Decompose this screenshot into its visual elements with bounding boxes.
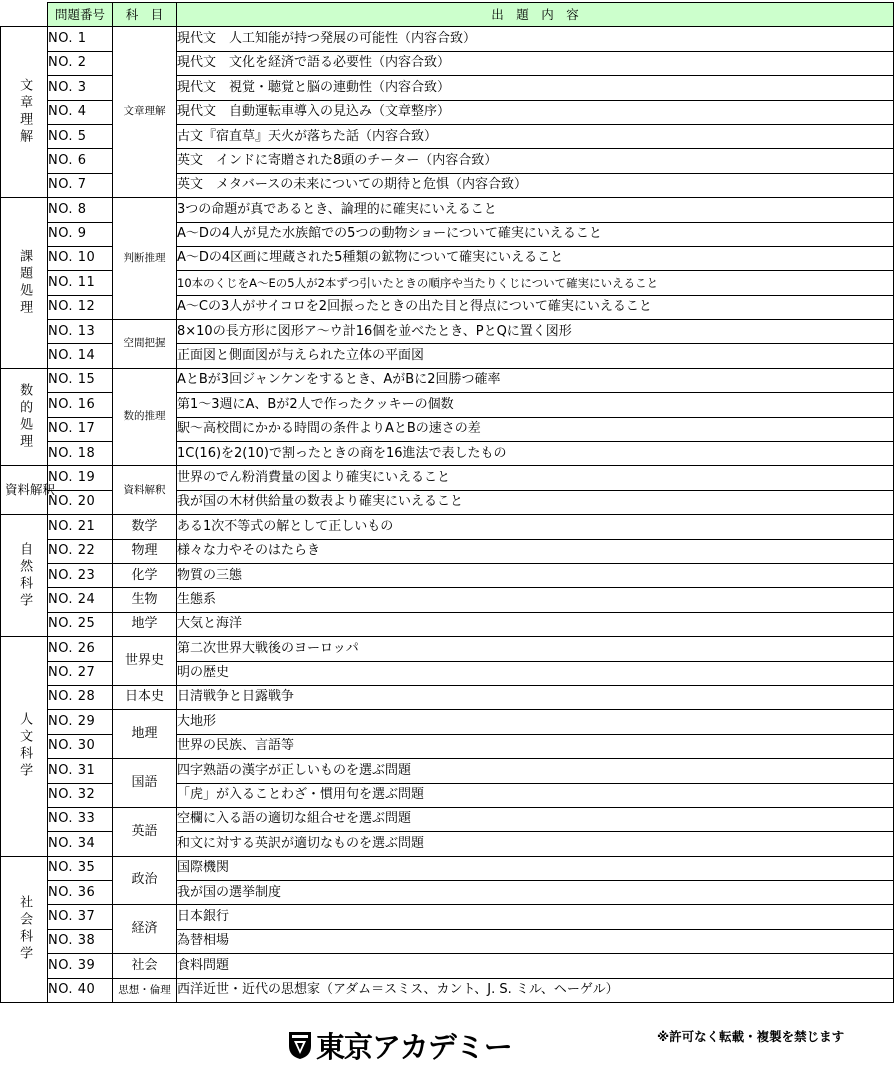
question-content: A～Dの4区画に埋蔵された5種類の鉱物について確実にいえること <box>177 246 894 270</box>
subject-cell: 日本史 <box>113 685 177 709</box>
question-content: 現代文 視覚・聴覚と脳の連動性（内容合致） <box>177 76 894 100</box>
table-row <box>1 807 894 831</box>
question-content: 大気と海洋 <box>177 612 894 636</box>
table-row <box>1 710 894 734</box>
question-number: NO. 24 <box>48 588 113 612</box>
question-number: NO. 15 <box>48 368 113 392</box>
question-number: NO. 33 <box>48 807 113 831</box>
subject-cell: 英語 <box>113 807 177 856</box>
question-content: 国際機関 <box>177 856 894 880</box>
question-number: NO. 6 <box>48 149 113 173</box>
question-number: NO. 13 <box>48 320 113 344</box>
question-content: 空欄に入る語の適切な組合せを選ぶ問題 <box>177 807 894 831</box>
question-number: NO. 8 <box>48 198 113 222</box>
table-row <box>1 954 894 978</box>
table-row <box>1 198 894 222</box>
subject-cell: 政治 <box>113 856 177 905</box>
question-number: NO. 29 <box>48 710 113 734</box>
question-content: 和文に対する英訳が適切なものを選ぶ問題 <box>177 832 894 856</box>
subject-cell: 判断推理 <box>113 198 177 320</box>
question-content: 食料問題 <box>177 954 894 978</box>
question-content: A～Cの3人がサイコロを2回振ったときの出た目と得点について確実にいえること <box>177 295 894 319</box>
question-content: 古文『宿直草』天火が落ちた話（内容合致） <box>177 124 894 148</box>
subject-cell: 生物 <box>113 588 177 612</box>
subject-cell: 経済 <box>113 905 177 954</box>
question-content: 西洋近世・近代の思想家（アダム＝スミス、カント、J. S. ミル、ヘーゲル） <box>177 978 894 1002</box>
question-number: NO. 14 <box>48 344 113 368</box>
question-content: 現代文 自動運転車導入の見込み（文章整序） <box>177 100 894 124</box>
subject-cell: 世界史 <box>113 637 177 686</box>
question-content: 世界のでん粉消費量の図より確実にいえること <box>177 466 894 490</box>
question-content: 8×10の長方形に図形ア～ウ計16個を並べたとき、PとQに置く図形 <box>177 320 894 344</box>
category-cell: 課題処理 <box>1 198 48 369</box>
question-number: NO. 9 <box>48 222 113 246</box>
header-content: 出 題 内 容 <box>177 3 894 27</box>
question-number: NO. 31 <box>48 759 113 783</box>
category-cell: 人文科学 <box>1 637 48 857</box>
question-number: NO. 21 <box>48 515 113 539</box>
question-number: NO. 36 <box>48 881 113 905</box>
question-content: 第1～3週にA、Bが2人で作ったクッキーの個数 <box>177 393 894 417</box>
table-row <box>1 685 894 709</box>
question-content: 10本のくじをA～Eの5人が2本ずつ引いたときの順序や当たりくじについて確実にいえること <box>177 271 894 295</box>
copyright-notice: ※許可なく転載・複製を禁じます <box>657 1029 845 1044</box>
question-content: 明の歴史 <box>177 661 894 685</box>
table-row <box>1 759 894 783</box>
question-number: NO. 26 <box>48 637 113 661</box>
question-content: 第二次世界大戦後のヨーロッパ <box>177 637 894 661</box>
question-content: 世界の民族、言語等 <box>177 734 894 758</box>
question-content: A～Dの4人が見た水族館での5つの動物ショーについて確実にいえること <box>177 222 894 246</box>
category-cell: 文章理解 <box>1 27 48 198</box>
category-cell: 資料解釈 <box>1 466 48 515</box>
category-cell: 数的処理 <box>1 368 48 466</box>
question-number: NO. 4 <box>48 100 113 124</box>
question-number: NO. 5 <box>48 124 113 148</box>
subject-cell: 地学 <box>113 612 177 636</box>
table-row <box>1 515 894 539</box>
question-content: 駅～高校間にかかる時間の条件よりAとBの速さの差 <box>177 417 894 441</box>
table-row <box>1 905 894 929</box>
question-content: 生態系 <box>177 588 894 612</box>
question-content: 為替相場 <box>177 929 894 953</box>
question-number: NO. 11 <box>48 271 113 295</box>
table-row <box>1 539 894 563</box>
question-number: NO. 19 <box>48 466 113 490</box>
subject-cell: 資料解釈 <box>113 466 177 515</box>
table-row <box>1 856 894 880</box>
question-content: AとBが3回ジャンケンをするとき、AがBに2回勝つ確率 <box>177 368 894 392</box>
subject-cell: 国語 <box>113 759 177 808</box>
question-number: NO. 25 <box>48 612 113 636</box>
question-number: NO. 20 <box>48 490 113 514</box>
question-content: 現代文 文化を経済で語る必要性（内容合致） <box>177 51 894 75</box>
question-content: 英文 メタバースの未来についての期待と危惧（内容合致） <box>177 173 894 197</box>
header-subject: 科 目 <box>113 3 177 27</box>
table-row <box>1 466 894 490</box>
question-content: 正面図と側面図が与えられた立体の平面図 <box>177 344 894 368</box>
subject-cell: 社会 <box>113 954 177 978</box>
question-number: NO. 16 <box>48 393 113 417</box>
category-cell: 社会科学 <box>1 856 48 1002</box>
table-header-row <box>1 3 894 27</box>
question-content: ある1次不等式の解として正しいもの <box>177 515 894 539</box>
question-content: 日本銀行 <box>177 905 894 929</box>
question-number: NO. 7 <box>48 173 113 197</box>
question-number: NO. 40 <box>48 978 113 1002</box>
subject-cell: 空間把握 <box>113 320 177 369</box>
question-number: NO. 12 <box>48 295 113 319</box>
question-number: NO. 27 <box>48 661 113 685</box>
table-row <box>1 320 894 344</box>
question-number: NO. 38 <box>48 929 113 953</box>
table-row <box>1 27 894 51</box>
question-number: NO. 34 <box>48 832 113 856</box>
question-content: 「虎」が入ることわざ・慣用句を選ぶ問題 <box>177 783 894 807</box>
tokyo-academy-logo <box>287 1027 512 1063</box>
question-content: 様々な力やそのはたらき <box>177 539 894 563</box>
question-number: NO. 30 <box>48 734 113 758</box>
subject-cell: 思想・倫理 <box>113 978 177 1002</box>
question-number: NO. 35 <box>48 856 113 880</box>
question-content: 現代文 人工知能が持つ発展の可能性（内容合致） <box>177 27 894 51</box>
table-row <box>1 637 894 661</box>
subject-cell: 地理 <box>113 710 177 759</box>
question-content: 1C(16)を2(10)で割ったときの商を16進法で表したもの <box>177 442 894 466</box>
question-number: NO. 10 <box>48 246 113 270</box>
subject-cell: 文章理解 <box>113 27 177 198</box>
question-number: NO. 39 <box>48 954 113 978</box>
question-number: NO. 18 <box>48 442 113 466</box>
subject-cell: 数学 <box>113 515 177 539</box>
subject-cell: 数的推理 <box>113 368 177 466</box>
question-content: 英文 インドに寄贈された8頭のチーター（内容合致） <box>177 149 894 173</box>
category-cell: 自然科学 <box>1 515 48 637</box>
question-content: 我が国の選挙制度 <box>177 881 894 905</box>
question-content: 3つの命題が真であるとき、論理的に確実にいえること <box>177 198 894 222</box>
header-blank <box>1 3 48 27</box>
table-row <box>1 612 894 636</box>
question-number: NO. 3 <box>48 76 113 100</box>
header-question-no: 問題番号 <box>48 3 113 27</box>
subject-cell: 物理 <box>113 539 177 563</box>
question-number: NO. 22 <box>48 539 113 563</box>
question-number: NO. 32 <box>48 783 113 807</box>
academy-crest-icon <box>287 1030 313 1060</box>
question-number: NO. 28 <box>48 685 113 709</box>
table-row <box>1 368 894 392</box>
question-number: NO. 1 <box>48 27 113 51</box>
exam-content-table <box>0 2 894 1003</box>
logo-text: 東京アカデミー <box>316 1029 512 1064</box>
question-number: NO. 23 <box>48 563 113 587</box>
question-number: NO. 2 <box>48 51 113 75</box>
subject-cell: 化学 <box>113 563 177 587</box>
question-number: NO. 37 <box>48 905 113 929</box>
table-body <box>1 27 894 1003</box>
question-number: NO. 17 <box>48 417 113 441</box>
question-content: 日清戦争と日露戦争 <box>177 685 894 709</box>
question-content: 大地形 <box>177 710 894 734</box>
table-row <box>1 588 894 612</box>
question-content: 物質の三態 <box>177 563 894 587</box>
table-row <box>1 978 894 1002</box>
question-content: 四字熟語の漢字が正しいものを選ぶ問題 <box>177 759 894 783</box>
table-row <box>1 563 894 587</box>
question-content: 我が国の木材供給量の数表より確実にいえること <box>177 490 894 514</box>
